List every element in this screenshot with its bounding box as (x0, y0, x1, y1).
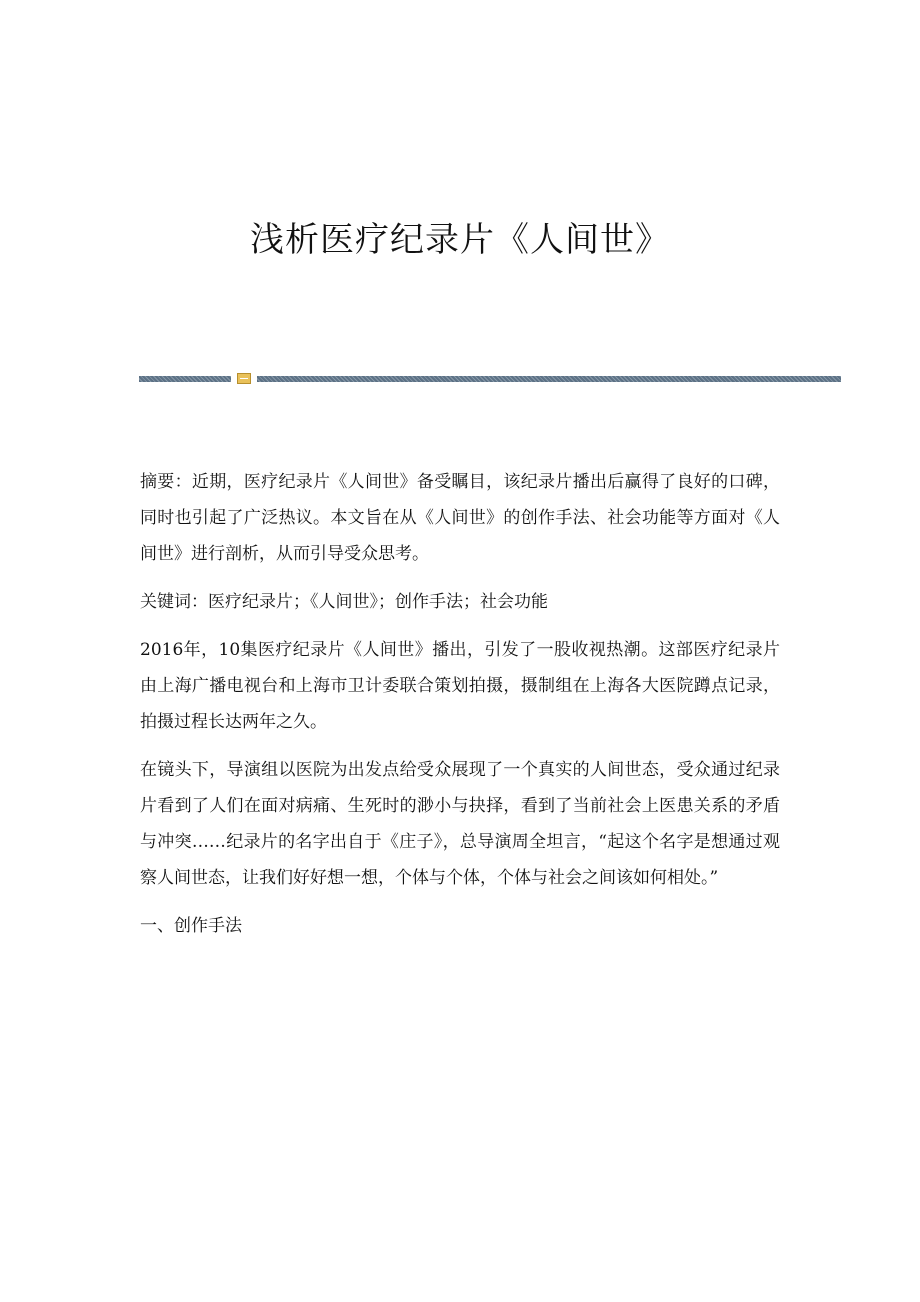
body-paragraph-1: 2016年，10集医疗纪录片《人间世》播出，引发了一股收视热潮。这部医疗纪录片由上海广播电视台和上海市卫计委联合策划拍摄，摄制组在上海各大医院蹲点记录，拍摄过程长达两年之久。 (140, 640, 780, 732)
body-paragraph-2: 在镜头下，导演组以医院为出发点给受众展现了一个真实的人间世态，受众通过纪录片看到了人们在面对病痛、生死时的渺小与抉择，看到了当前社会上医患关系的矛盾与冲突……纪录片的名字出自于《庄子》，总导演周全坦言，“起这个名字是想通过观察人间世态，让我们好好想一想，个体与个体，个体与社会之间该如何相处。” (140, 760, 780, 888)
document-title: 浅析医疗纪录片《人间世》 (250, 220, 670, 260)
section-heading: 一、创作手法 (140, 916, 242, 936)
divider-bar-right (257, 376, 841, 382)
divider-bar-left (139, 376, 231, 382)
document-body (140, 464, 780, 956)
divider-ornament-icon (237, 373, 251, 384)
keywords-paragraph: 关键词：医疗纪录片；《人间世》；创作手法；社会功能 (140, 592, 548, 612)
abstract-paragraph: 摘要：近期，医疗纪录片《人间世》备受瞩目，该纪录片播出后赢得了良好的口碑，同时也引起了广泛热议。本文旨在从《人间世》的创作手法、社会功能等方面对《人间世》进行剖析，从而引导受众思考。 (140, 472, 780, 564)
title-divider (139, 375, 841, 383)
